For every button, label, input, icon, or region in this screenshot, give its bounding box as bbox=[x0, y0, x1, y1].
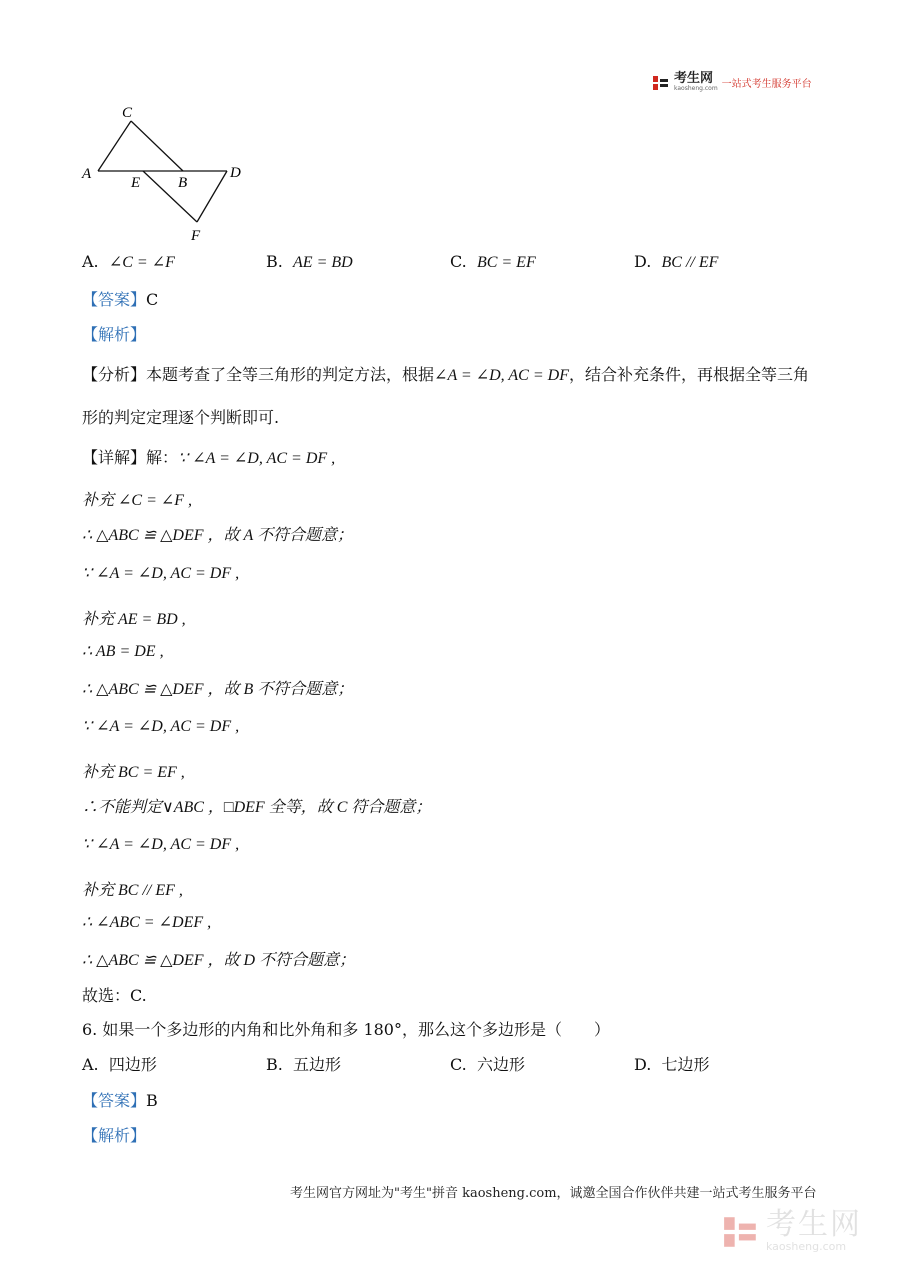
q6-analysis-heading: 【解析】 bbox=[82, 1126, 147, 1145]
detail-line: ∴ AB = DE , bbox=[82, 643, 164, 660]
q6-stem: 6. 如果一个多边形的内角和比外角和多 180°，那么这个多边形是（ ） bbox=[82, 1020, 610, 1039]
point-label-c: C bbox=[122, 105, 133, 121]
detail-line: ∴ △ABC ≌ △DEF ，故 B 不符合题意； bbox=[82, 681, 354, 698]
q6-option-d: D. 七边形 bbox=[634, 1055, 710, 1074]
detail-line: 补充 BC = EF , bbox=[82, 764, 185, 781]
point-label-b: B bbox=[178, 175, 188, 191]
point-label-f: F bbox=[191, 228, 201, 244]
detail-line: ∴ ∠ABC = ∠DEF , bbox=[82, 914, 212, 931]
q6-option-a: A. 四边形 bbox=[82, 1055, 157, 1074]
point-label-a: A bbox=[82, 166, 92, 182]
detail-line: ∵ ∠A = ∠D, AC = DF , bbox=[82, 565, 240, 582]
q5-analysis-line2: 形的判定定理逐个判断即可. bbox=[82, 408, 280, 427]
q5-answer: 【答案】C bbox=[82, 290, 159, 309]
triangle-figure bbox=[75, 95, 275, 245]
point-label-e: E bbox=[131, 175, 141, 191]
q6-answer: 【答案】B bbox=[82, 1091, 158, 1110]
detail-line: ∴不能判定∨ABC ，□DEF 全等，故 C 符合题意； bbox=[82, 799, 432, 816]
logo-name: 考生网 bbox=[674, 71, 714, 86]
watermark-logo-icon bbox=[722, 1213, 760, 1251]
detail-heading-line: 【详解】解：∵ ∠A = ∠D, AC = DF , bbox=[82, 448, 336, 467]
watermark-text: 考生网 bbox=[766, 1207, 862, 1242]
q5-analysis-heading: 【解析】 bbox=[82, 325, 147, 344]
q5-analysis-line1: 【分析】本题考查了全等三角形的判定方法，根据∠A = ∠D, AC = DF，结合补充条件，再根据全等三角 bbox=[82, 365, 809, 384]
q6-option-c: C. 六边形 bbox=[450, 1055, 525, 1074]
q5-option-d: D. BC // EF bbox=[634, 252, 719, 271]
q5-option-a: A. ∠C = ∠F bbox=[82, 252, 175, 271]
logo-slogan: 一站式考生服务平台 bbox=[721, 79, 812, 90]
detail-line: ∵ ∠A = ∠D, AC = DF , bbox=[82, 718, 240, 735]
logo-domain: kaosheng.com bbox=[674, 85, 718, 92]
q6-option-b: B. 五边形 bbox=[266, 1055, 342, 1074]
detail-line: ∵ ∠A = ∠D, AC = DF , bbox=[82, 836, 240, 853]
logo-icon bbox=[652, 74, 670, 92]
detail-line: 补充 AE = BD , bbox=[82, 611, 186, 628]
watermark bbox=[722, 1207, 862, 1253]
footer-text: 考生网官方网址为"考生"拼音 kaosheng.com，诚邀全国合作伙伴共建一站式考生服务平台 bbox=[290, 1186, 817, 1201]
detail-line: ∴ △ABC ≌ △DEF ，故 A 不符合题意； bbox=[82, 527, 354, 544]
point-label-d: D bbox=[230, 165, 241, 181]
detail-line: ∴ △ABC ≌ △DEF ，故 D 不符合题意； bbox=[82, 952, 356, 969]
header-logo bbox=[652, 73, 812, 92]
detail-final: 故选：C. bbox=[82, 986, 147, 1005]
q5-option-c: C. BC = EF bbox=[450, 252, 536, 271]
watermark-domain: kaosheng.com bbox=[766, 1240, 847, 1253]
detail-line: 补充 BC // EF , bbox=[82, 882, 183, 899]
detail-line: 补充 ∠C = ∠F , bbox=[82, 492, 193, 509]
q5-option-b: B. AE = BD bbox=[266, 252, 353, 271]
